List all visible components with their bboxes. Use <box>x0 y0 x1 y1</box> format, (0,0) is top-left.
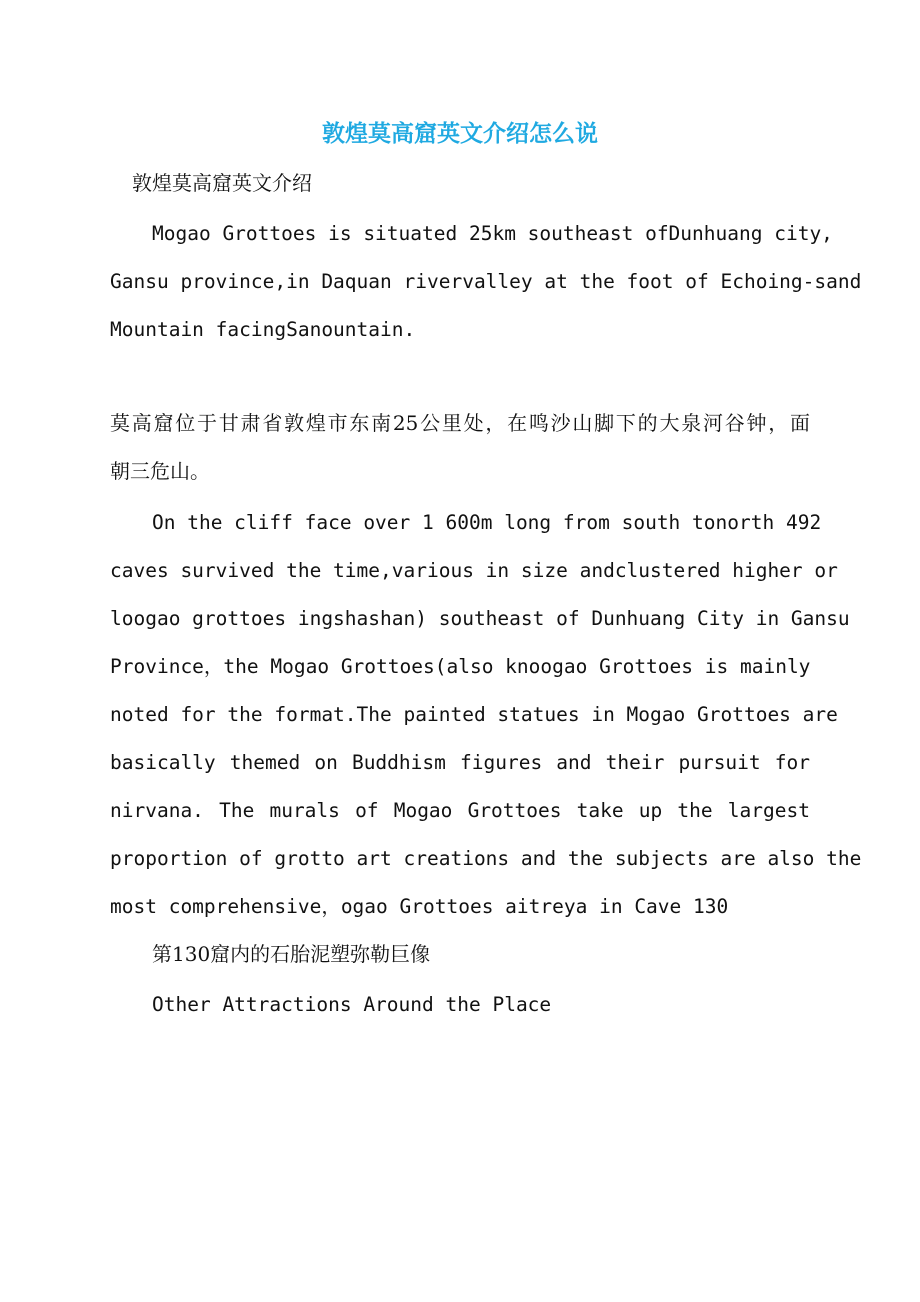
paragraph-line: On the cliff face over 1 600m long from south tonorth 492 <box>152 511 822 534</box>
section-heading-other-attractions: Other Attractions Around the Place <box>152 993 552 1016</box>
caption-cave-130: 第130窟内的石胎泥塑弥勒巨像 <box>152 942 431 966</box>
paragraph-line: Province，the Mogao Grottoes(also knoogao Grottoes is mainly <box>110 655 811 678</box>
paragraph-mogao-caves-en <box>110 499 862 931</box>
paragraph-line: Gansu province,in Daquan rivervalley at the foot of Echoing-sand <box>110 270 862 293</box>
paragraph-line: nirvana. The murals of Mogao Grottoes take up the largest <box>110 799 810 822</box>
paragraph-line: basically themed on Buddhism figures and their pursuit for <box>110 751 810 774</box>
paragraph-line: Mountain facingSanountain. <box>110 318 416 341</box>
paragraph-line: 莫高窟位于甘肃省敦煌市东南25公里处，在鸣沙山脚下的大泉河谷钟，面 <box>110 411 810 435</box>
paragraph-line: Mogao Grottoes is situated 25km southeast ofDunhuang city, <box>152 222 833 245</box>
paragraph-mogao-location-en <box>110 210 862 354</box>
paragraph-line: noted for the format.The painted statues in Mogao Grottoes are <box>110 703 838 726</box>
paragraph-line: most comprehensive，ogao Grottoes aitreya in Cave 130 <box>110 895 729 918</box>
paragraph-line: proportion of grotto art creations and the subjects are also the <box>110 847 862 870</box>
document-title: 敦煌莫高窟英文介绍怎么说 <box>322 120 598 147</box>
document-subtitle: 敦煌莫高窟英文介绍 <box>132 171 312 195</box>
paragraph-line: loogao grottoes ingshashan) southeast of Dunhuang City in Gansu <box>110 607 850 630</box>
paragraph-line: 朝三危山。 <box>110 459 210 483</box>
paragraph-line: caves survived the time,various in size andclustered higher or <box>110 559 838 582</box>
paragraph-mogao-location-zh <box>110 399 810 495</box>
